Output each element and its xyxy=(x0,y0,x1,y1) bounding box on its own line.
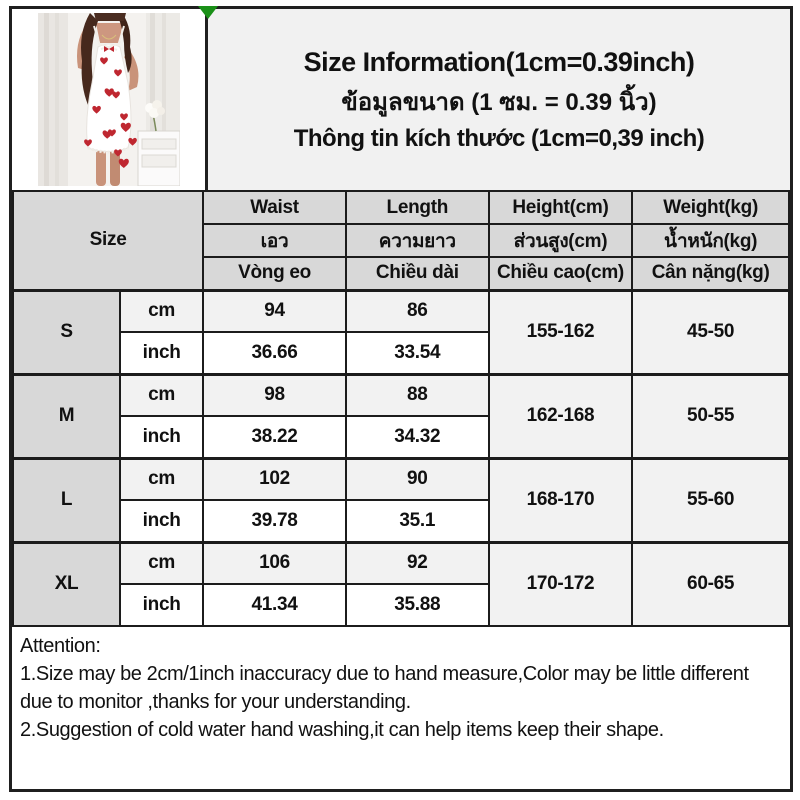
col-waist-th: เอว xyxy=(203,224,346,257)
title-english: Size Information(1cm=0.39inch) xyxy=(303,46,695,77)
table-row-l-cm xyxy=(13,458,789,500)
xl-weight: 60-65 xyxy=(632,542,789,626)
attention-section xyxy=(12,627,790,789)
top-section xyxy=(12,9,790,190)
unit-inch: inch xyxy=(120,332,203,374)
unit-cm: cm xyxy=(120,458,203,500)
col-waist-en: Waist xyxy=(203,191,346,224)
table-row-s-cm xyxy=(13,290,789,332)
col-length-en: Length xyxy=(346,191,489,224)
size-label-m: M xyxy=(13,374,120,458)
unit-cm: cm xyxy=(120,290,203,332)
xl-length-inch: 35.88 xyxy=(346,584,489,626)
m-length-inch: 34.32 xyxy=(346,416,489,458)
xl-waist-cm: 106 xyxy=(203,542,346,584)
col-waist-vi: Vòng eo xyxy=(203,257,346,290)
title-panel xyxy=(208,9,790,190)
l-waist-inch: 39.78 xyxy=(203,500,346,542)
l-weight: 55-60 xyxy=(632,458,789,542)
title-vietnamese: Thông tin kích thước (1cm=0,39 inch) xyxy=(293,124,705,152)
col-length-th: ความยาว xyxy=(346,224,489,257)
l-length-inch: 35.1 xyxy=(346,500,489,542)
xl-height: 170-172 xyxy=(489,542,633,626)
s-length-cm: 86 xyxy=(346,290,489,332)
size-label-l: L xyxy=(13,458,120,542)
unit-inch: inch xyxy=(120,416,203,458)
title-thai: ข้อมูลขนาด (1 ซม. = 0.39 นิ้ว) xyxy=(341,88,657,116)
col-length-vi: Chiều dài xyxy=(346,257,489,290)
col-weight-vi: Cân nặng(kg) xyxy=(632,257,789,290)
product-photo-cell xyxy=(12,9,208,190)
s-length-inch: 33.54 xyxy=(346,332,489,374)
unit-inch: inch xyxy=(120,500,203,542)
product-photo-illustration xyxy=(38,13,180,186)
unit-cm: cm xyxy=(120,374,203,416)
s-height: 155-162 xyxy=(489,290,633,374)
size-header: Size xyxy=(13,191,203,290)
col-weight-th: น้ำหนัก(kg) xyxy=(632,224,789,257)
table-row-xl-cm xyxy=(13,542,789,584)
m-weight: 50-55 xyxy=(632,374,789,458)
m-length-cm: 88 xyxy=(346,374,489,416)
size-label-xl: XL xyxy=(13,542,120,626)
s-waist-inch: 36.66 xyxy=(203,332,346,374)
unit-inch: inch xyxy=(120,584,203,626)
size-label-s: S xyxy=(13,290,120,374)
l-height: 168-170 xyxy=(489,458,633,542)
s-weight: 45-50 xyxy=(632,290,789,374)
l-length-cm: 90 xyxy=(346,458,489,500)
attention-heading: Attention: xyxy=(20,635,101,657)
green-corner-flag-icon xyxy=(196,6,220,19)
col-weight-en: Weight(kg) xyxy=(632,191,789,224)
attention-note-1: 1.Size may be 2cm/1inch inaccuracy due to hand measure,Color may be little different due to monitor ,thanks for your understanding. xyxy=(20,663,749,713)
xl-waist-inch: 41.34 xyxy=(203,584,346,626)
table-row-m-cm xyxy=(13,374,789,416)
unit-cm: cm xyxy=(120,542,203,584)
m-waist-inch: 38.22 xyxy=(203,416,346,458)
xl-length-cm: 92 xyxy=(346,542,489,584)
chart-frame xyxy=(9,6,793,792)
m-height: 162-168 xyxy=(489,374,633,458)
attention-note-2: 2.Suggestion of cold water hand washing,it can help items keep their shape. xyxy=(20,719,664,741)
size-table xyxy=(12,190,790,627)
s-waist-cm: 94 xyxy=(203,290,346,332)
l-waist-cm: 102 xyxy=(203,458,346,500)
col-height-en: Height(cm) xyxy=(489,191,633,224)
col-height-vi: Chiều cao(cm) xyxy=(489,257,633,290)
col-height-th: ส่วนสูง(cm) xyxy=(489,224,633,257)
m-waist-cm: 98 xyxy=(203,374,346,416)
